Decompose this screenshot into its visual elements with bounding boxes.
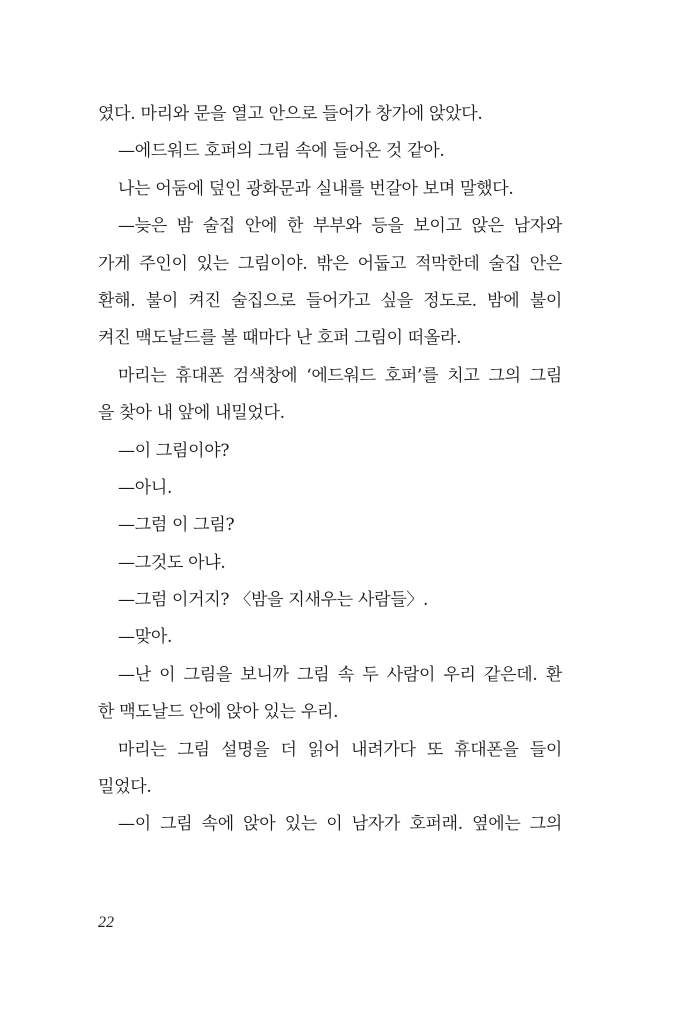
text-line: 을 찾아 내 앞에 내밀었다. [98,403,285,424]
text-line: 환해. 불이 켜진 술집으로 들어가고 싶을 정도로. 밤에 불이 [98,290,562,311]
text-line: 가게 주인이 있는 그림이야. 밖은 어둡고 적막한데 술집 안은 [98,253,562,274]
text-line: —그것도 아냐. [118,552,226,573]
page-body-text [98,96,562,844]
text-line: —늦은 밤 술집 안에 한 부부와 등을 보이고 앉은 남자와 [118,216,562,237]
text-line: 밀었다. [98,777,152,798]
text-line: —이 그림이야? [118,440,230,461]
text-line: 였다. 마리와 문을 열고 안으로 들어가 창가에 앉았다. [98,104,483,124]
text-line: 마리는 휴대폰 검색창에 ‘에드워드 호퍼’를 치고 그의 그림 [118,365,562,386]
text-line: 나는 어둠에 덮인 광화문과 실내를 번갈아 보며 말했다. [118,178,514,199]
text-line: 마리는 그림 설명을 더 읽어 내려가다 또 휴대폰을 들이 [118,739,562,760]
page-number: 22 [98,914,114,931]
text-line: —아니. [118,477,173,498]
text-line: —에드워드 호퍼의 그림 속에 들어온 것 같아. [118,141,445,162]
text-line: —그럼 이 그림? [118,515,235,536]
text-line: 한 맥도날드 안에 앉아 있는 우리. [98,702,339,723]
text-line: —난 이 그림을 보니까 그림 속 두 사람이 우리 같은데. 환 [118,664,562,685]
text-line: 켜진 맥도날드를 볼 때마다 난 호퍼 그림이 떠올라. [98,328,462,349]
text-line: —맞아. [118,627,173,648]
text-line: —그럼 이거지? 〈밤을 지새우는 사람들〉. [118,590,429,611]
text-line: —이 그림 속에 앉아 있는 이 남자가 호퍼래. 옆에는 그의 [118,814,562,835]
